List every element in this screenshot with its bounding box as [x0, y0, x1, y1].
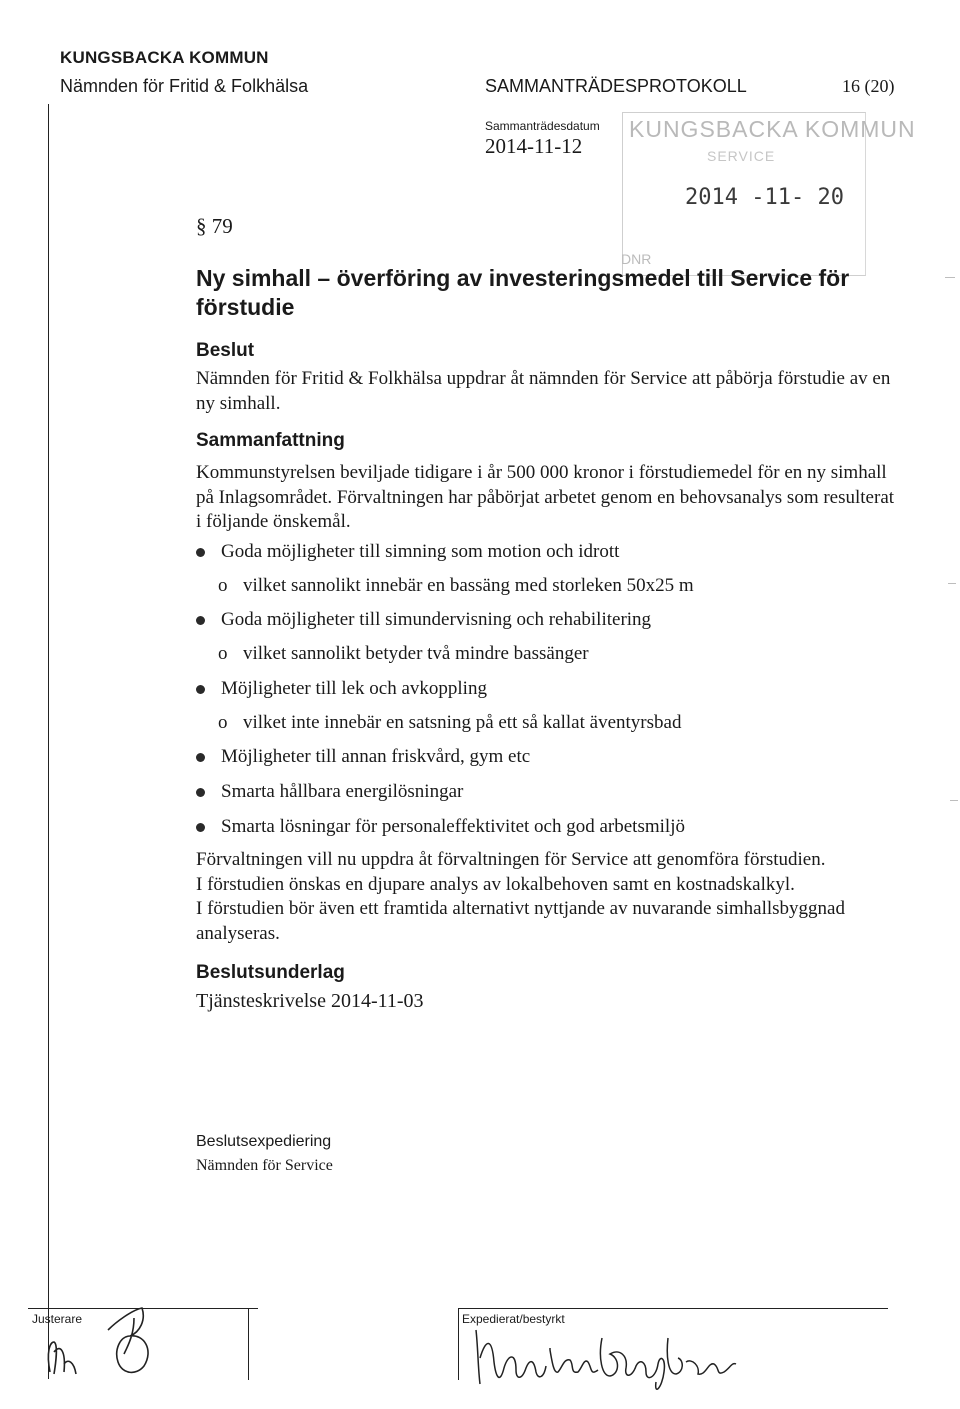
sub-list-item-text: vilket sannolikt innebär en bassäng med storleken 50x25 m	[243, 575, 694, 596]
item-title-line1: Ny simhall – överföring av investeringsmedel till Service för	[196, 265, 850, 291]
conclusion-line: I förstudien bör även ett framtida alternativt nyttjande av nuvarande simhallsbyggnad analyseras.	[196, 898, 845, 944]
expedierat-signature	[470, 1318, 740, 1398]
beslutsexpediering-heading: Beslutsexpediering	[196, 1133, 332, 1150]
sammanfattning-heading: Sammanfattning	[196, 430, 345, 451]
footer-divider	[248, 1308, 249, 1380]
list-item-text: Möjligheter till lek och avkoppling	[221, 678, 487, 699]
bullet-icon	[196, 685, 205, 694]
stamp-organization: KUNGSBACKA KOMMUN	[629, 116, 916, 142]
organization-name: KUNGSBACKA KOMMUN	[60, 48, 269, 67]
bullet-icon	[196, 753, 205, 762]
list-item-text: Smarta lösningar för personaleffektivitet och god arbetsmiljö	[221, 816, 685, 837]
list-item-text: Smarta hållbara energilösningar	[221, 781, 464, 802]
expedierat-label: Expedierat/bestyrkt	[462, 1312, 565, 1326]
sub-list-item-text: vilket inte innebär en satsning på ett så kallat äventyrsbad	[243, 712, 682, 733]
sub-bullet-icon: o	[218, 575, 228, 596]
justerare-signature	[36, 1292, 186, 1382]
justerare-label: Justerare	[32, 1312, 83, 1326]
meeting-date-label: Sammanträdesdatum	[485, 119, 600, 133]
list-item-text: Goda möjligheter till simning som motion och idrott	[221, 541, 620, 562]
stamp-department: SERVICE	[707, 148, 776, 164]
scan-mark	[948, 583, 956, 584]
conclusion-line: Förvaltningen vill nu uppdra åt förvaltningen för Service att genomföra förstudien.	[196, 849, 826, 870]
item-title-line2: förstudie	[196, 294, 295, 320]
meeting-date: 2014-11-12	[485, 134, 583, 158]
stamp-dnr: DNR	[621, 251, 652, 267]
margin-rule	[48, 104, 49, 1379]
beslut-text: Nämnden för Fritid & Folkhälsa uppdrar åt nämnden för Service att påbörja förstudie av en ny simhall.	[196, 368, 891, 414]
page-number: 16 (20)	[842, 76, 895, 96]
list-item-text: Goda möjligheter till simundervisning och rehabilitering	[221, 609, 652, 630]
scan-mark	[950, 800, 958, 801]
list-item-text: Möjligheter till annan friskvård, gym etc	[221, 746, 531, 767]
scan-mark	[945, 277, 955, 278]
bullet-icon	[196, 788, 205, 797]
bullet-icon	[196, 616, 205, 625]
sub-bullet-icon: o	[218, 643, 228, 664]
beslutsexpediering-text: Nämnden för Service	[196, 1157, 333, 1174]
footer-rule-right	[458, 1308, 888, 1309]
received-stamp	[621, 112, 916, 276]
sub-bullet-icon: o	[218, 712, 228, 733]
conclusion-text	[196, 848, 896, 946]
beslutsunderlag-text: Tjänsteskrivelse 2014-11-03	[196, 990, 424, 1012]
conclusion-line: I förstudien önskas en djupare analys av lokalbehoven samt en kostnadskalkyl.	[196, 873, 795, 895]
beslutsunderlag-heading: Beslutsunderlag	[196, 962, 345, 983]
bullet-icon	[196, 548, 205, 557]
footer-divider	[458, 1308, 459, 1380]
sub-list-item-text: vilket sannolikt betyder två mindre bassänger	[243, 643, 589, 664]
sammanfattning-text: Kommunstyrelsen beviljade tidigare i år 500 000 kronor i förstudiemedel för en ny simhall på Inlagsområdet. Förvaltningen har påbörjat arbetet genom en behovsanalys som resulterat i följande önskemål.	[196, 462, 895, 532]
paragraph-number: § 79	[196, 214, 233, 238]
bullet-icon	[196, 823, 205, 832]
document-type: SAMMANTRÄDESPROTOKOLL	[485, 76, 747, 96]
board-name: Nämnden för Fritid & Folkhälsa	[60, 76, 309, 96]
stamp-date: 2014 -11- 20	[685, 185, 844, 210]
beslut-heading: Beslut	[196, 340, 255, 361]
